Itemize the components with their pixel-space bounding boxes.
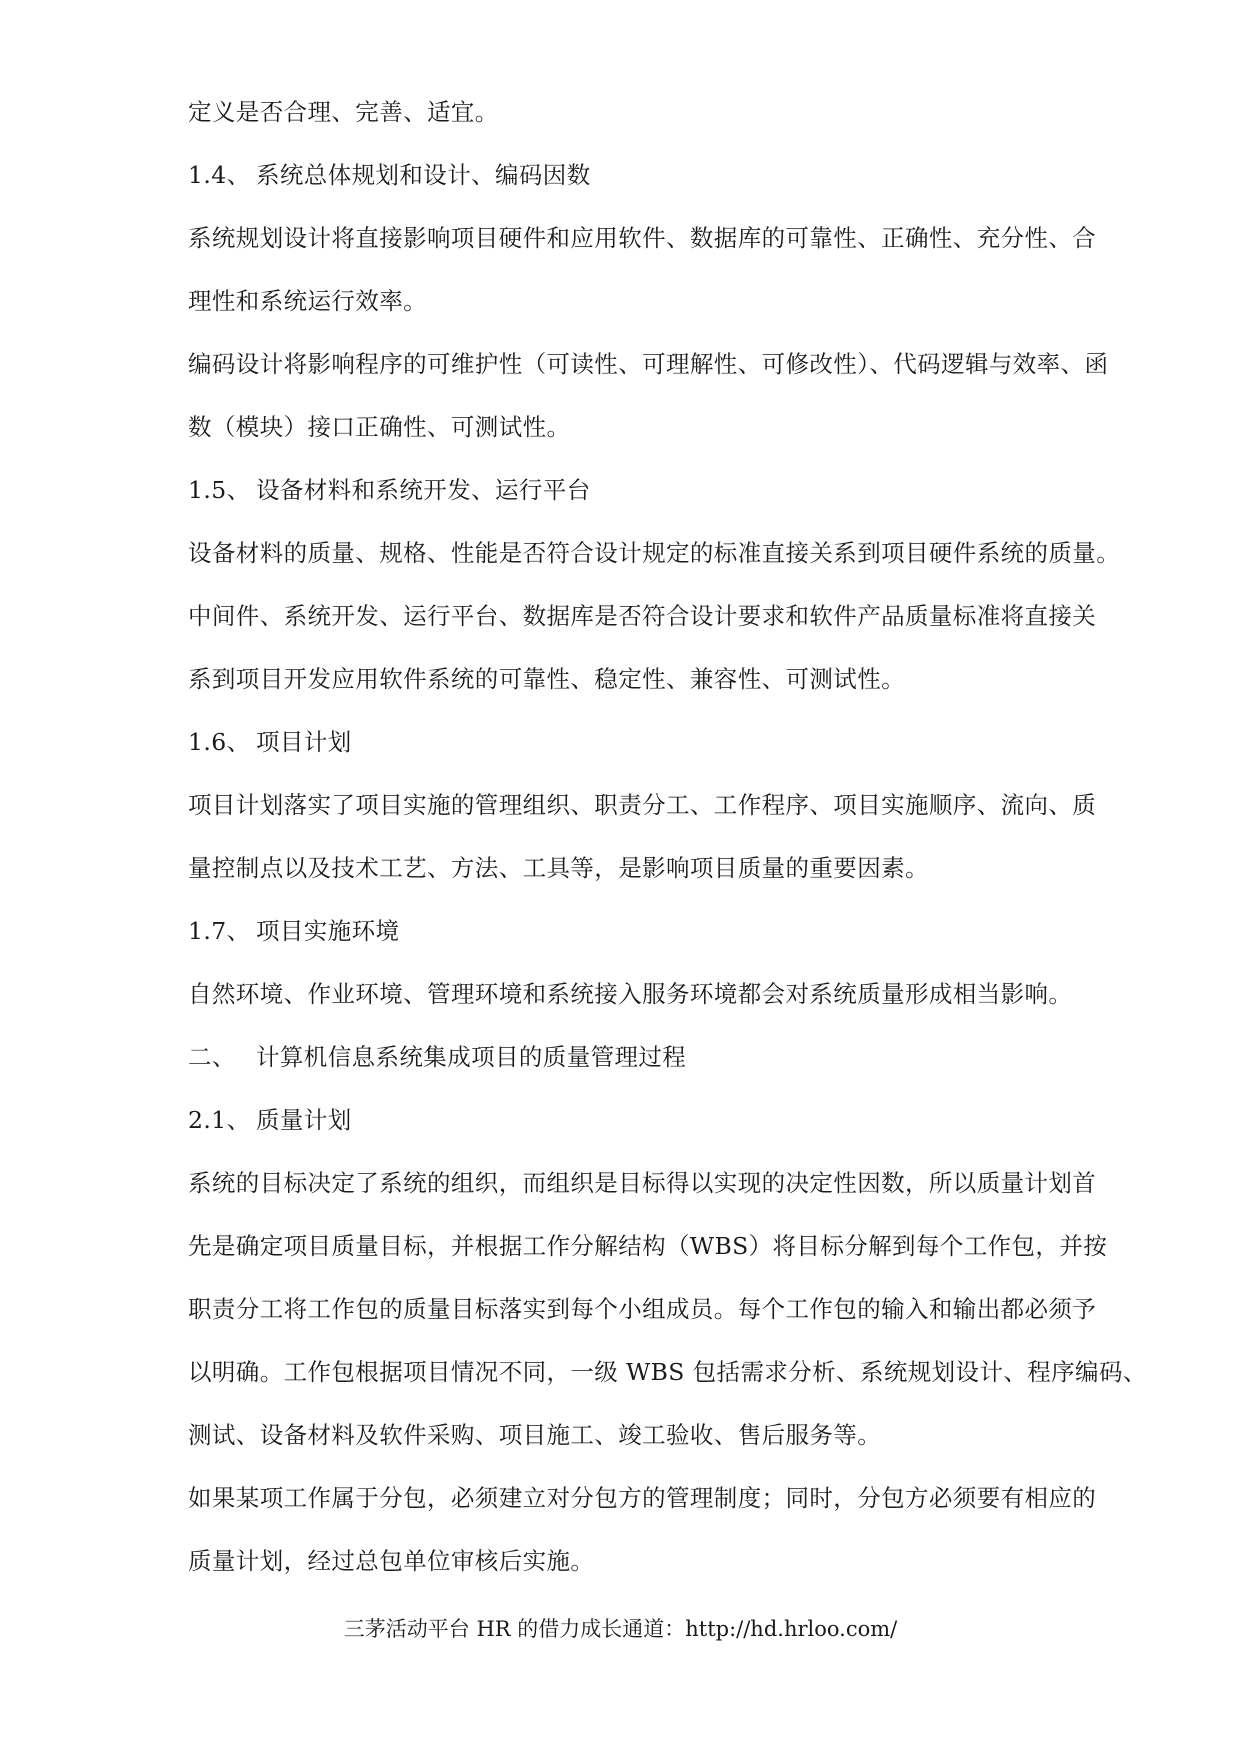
paragraph-line xyxy=(188,1226,1148,1289)
paragraph-line xyxy=(188,848,1148,911)
line-text: 职责分工将工作包的质量目标落实到每个小组成员。每个工作包的输入和输出都必须予 xyxy=(188,1295,1097,1323)
chapter-heading-2 xyxy=(188,1037,1148,1100)
paragraph-line xyxy=(188,1478,1148,1541)
section-title: 项目实施环境 xyxy=(256,917,400,945)
line-text: 设备材料的质量、规格、性能是否符合设计规定的标准直接关系到项目硬件系统的质量。 xyxy=(188,539,1121,567)
section-number: 1.4、 xyxy=(188,161,251,189)
line-text: 质量计划，经过总包单位审核后实施。 xyxy=(188,1547,595,1575)
section-heading-1-5 xyxy=(188,470,1148,533)
section-heading-1-4 xyxy=(188,155,1148,218)
section-number: 1.5、 xyxy=(188,476,251,504)
paragraph-line xyxy=(188,1415,1148,1478)
page-footer xyxy=(0,1614,1241,1644)
line-text: 系统的目标决定了系统的组织，而组织是目标得以实现的决定性因数，所以质量计划首 xyxy=(188,1169,1097,1197)
paragraph-line xyxy=(188,218,1148,281)
footer-text: 三茅活动平台 HR 的借力成长通道：http://hd.hrloo.com/ xyxy=(343,1617,898,1641)
section-number: 1.6、 xyxy=(188,728,251,756)
section-title: 质量计划 xyxy=(256,1106,352,1134)
section-title: 计算机信息系统集成项目的质量管理过程 xyxy=(256,1043,687,1071)
paragraph-line xyxy=(188,407,1148,470)
paragraph-line xyxy=(188,659,1148,722)
paragraph-line xyxy=(188,785,1148,848)
line-text: 定义是否合理、完善、适宜。 xyxy=(188,98,499,126)
document-body xyxy=(188,92,1148,1604)
section-title: 系统总体规划和设计、编码因数 xyxy=(256,161,591,189)
line-text: 系统规划设计将直接影响项目硬件和应用软件、数据库的可靠性、正确性、充分性、合 xyxy=(188,224,1097,252)
section-heading-2-1 xyxy=(188,1100,1148,1163)
line-text: 自然环境、作业环境、管理环境和系统接入服务环境都会对系统质量形成相当影响。 xyxy=(188,980,1073,1008)
section-number: 二、 xyxy=(188,1043,236,1071)
line-text: 理性和系统运行效率。 xyxy=(188,287,427,315)
paragraph-line xyxy=(188,344,1148,407)
section-heading-1-6 xyxy=(188,722,1148,785)
section-heading-1-7 xyxy=(188,911,1148,974)
paragraph-line xyxy=(188,1352,1148,1415)
paragraph-line xyxy=(188,596,1148,659)
line-text: 系到项目开发应用软件系统的可靠性、稳定性、兼容性、可测试性。 xyxy=(188,665,905,693)
section-title: 项目计划 xyxy=(256,728,352,756)
line-text: 以明确。工作包根据项目情况不同，一级 WBS 包括需求分析、系统规划设计、程序编码、 xyxy=(188,1358,1147,1386)
line-text: 编码设计将影响程序的可维护性（可读性、可理解性、可修改性）、代码逻辑与效率、函 xyxy=(188,350,1109,378)
line-text: 如果某项工作属于分包，必须建立对分包方的管理制度；同时，分包方必须要有相应的 xyxy=(188,1484,1097,1512)
paragraph-line xyxy=(188,974,1148,1037)
line-text: 量控制点以及技术工艺、方法、工具等，是影响项目质量的重要因素。 xyxy=(188,854,929,882)
section-number: 2.1、 xyxy=(188,1106,251,1134)
line-text: 项目计划落实了项目实施的管理组织、职责分工、工作程序、项目实施顺序、流向、质 xyxy=(188,791,1097,819)
paragraph-line xyxy=(188,533,1148,596)
line-text: 先是确定项目质量目标，并根据工作分解结构（WBS）将目标分解到每个工作包，并按 xyxy=(188,1232,1108,1260)
line-text: 中间件、系统开发、运行平台、数据库是否符合设计要求和软件产品质量标准将直接关 xyxy=(188,602,1097,630)
paragraph-line xyxy=(188,281,1148,344)
line-text: 数（模块）接口正确性、可测试性。 xyxy=(188,413,571,441)
paragraph-line xyxy=(188,1163,1148,1226)
section-title: 设备材料和系统开发、运行平台 xyxy=(256,476,591,504)
paragraph-line xyxy=(188,1289,1148,1352)
line-text: 测试、设备材料及软件采购、项目施工、竣工验收、售后服务等。 xyxy=(188,1421,882,1449)
paragraph-line xyxy=(188,1541,1148,1604)
paragraph-line xyxy=(188,92,1148,155)
section-number: 1.7、 xyxy=(188,917,251,945)
